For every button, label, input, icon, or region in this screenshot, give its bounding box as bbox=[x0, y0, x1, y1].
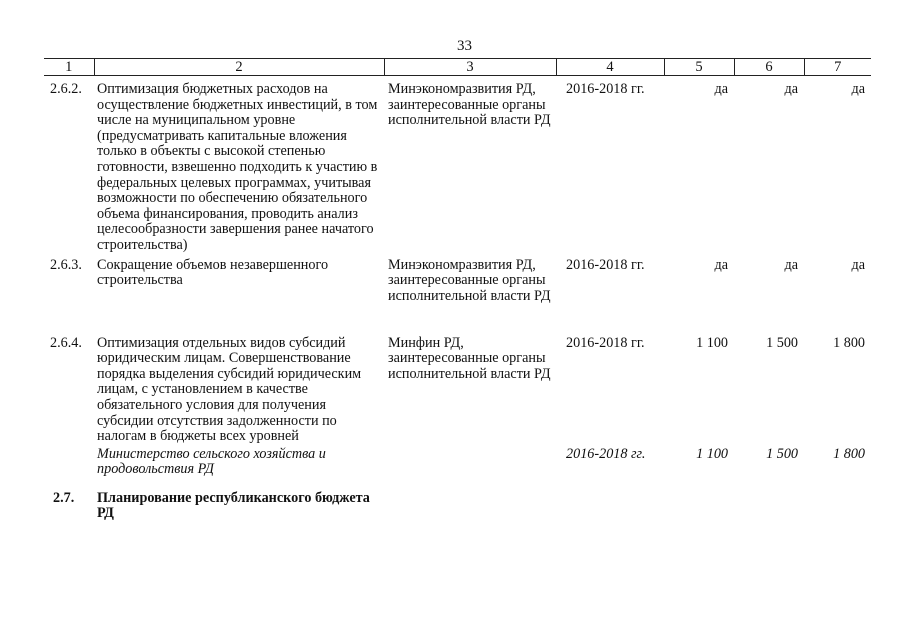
column-header-5: 5 bbox=[664, 59, 734, 76]
row-description: Оптимизация бюджетных расходов на осуществление бюджетных инвестиций, в том числе на муниципальном уровне (предусматривать капитальные вложения только в объекты с высокой степенью готовности, взвешенно подходить к участию в федеральных целевых программах, учитывая возможности по обеспечению обязательного объема финансирования, проводить анализ целесообразности завершения ранее начатого строительства) bbox=[97, 81, 378, 253]
table-row bbox=[44, 254, 871, 332]
row-value-2017: 1 500 bbox=[766, 445, 798, 462]
row-period: 2016-2018 гг. bbox=[566, 256, 645, 273]
row-period: 2016-2018 гг. bbox=[566, 81, 645, 97]
row-value-2016: да bbox=[714, 256, 728, 273]
row-value-2018: да bbox=[851, 256, 865, 273]
page-number: 33 bbox=[457, 38, 472, 54]
empty-cell bbox=[734, 478, 804, 522]
row-code bbox=[44, 445, 94, 478]
table-body bbox=[44, 76, 871, 523]
measures-table bbox=[44, 58, 871, 522]
table-row-subitem bbox=[44, 445, 871, 478]
table-header bbox=[44, 59, 871, 76]
row-period: 2016-2018 гг. bbox=[566, 445, 646, 462]
row-value-2016: 1 100 bbox=[696, 334, 728, 351]
row-value-2018: 1 800 bbox=[833, 334, 865, 351]
row-value-2018: 1 800 bbox=[833, 445, 865, 462]
row-value-2016: да bbox=[714, 81, 728, 97]
row-executor: Минэкономразвития РД, заинтересованные органы исполнительной власти РД bbox=[388, 81, 551, 129]
section-code: 2.7. bbox=[53, 489, 75, 506]
row-value-2017: 1 500 bbox=[766, 334, 798, 351]
table-row bbox=[44, 76, 871, 254]
row-executor bbox=[384, 445, 556, 478]
header-row bbox=[44, 59, 871, 76]
column-header-3: 3 bbox=[384, 59, 556, 76]
column-header-2: 2 bbox=[94, 59, 384, 76]
row-executor: Минэкономразвития РД, заинтересованные органы исполнительной власти РД bbox=[388, 256, 551, 304]
row-value-2018: да bbox=[851, 81, 865, 97]
empty-cell bbox=[556, 478, 664, 522]
empty-cell bbox=[804, 478, 871, 522]
row-value-2017: да bbox=[784, 81, 798, 97]
row-value-2017: да bbox=[784, 256, 798, 273]
row-executor: Минфин РД, заинтересованные органы исполнительной власти РД bbox=[388, 334, 551, 382]
column-header-4: 4 bbox=[556, 59, 664, 76]
section-title: Планирование республиканского бюджета РД bbox=[97, 489, 370, 522]
column-header-7: 7 bbox=[804, 59, 871, 76]
row-description: Оптимизация отдельных видов субсидий юридическим лицам. Совершенствование порядка выделения субсидий юридическим лицам, с установлением в качестве обязательного условия для получения субсидии отсутствия задолженности по налогам в бюджеты всех уровней bbox=[97, 334, 362, 445]
row-code: 2.6.3. bbox=[50, 256, 82, 273]
row-code: 2.6.2. bbox=[50, 81, 82, 97]
empty-cell bbox=[664, 478, 734, 522]
row-period: 2016-2018 гг. bbox=[566, 334, 645, 351]
column-header-1: 1 bbox=[44, 59, 94, 76]
empty-cell bbox=[384, 478, 556, 522]
column-header-6: 6 bbox=[734, 59, 804, 76]
row-description: Министерство сельского хозяйства и продовольствия РД bbox=[97, 445, 326, 478]
row-code: 2.6.4. bbox=[50, 334, 82, 351]
table-row-section bbox=[44, 478, 871, 522]
table-row bbox=[44, 332, 871, 445]
row-value-2016: 1 100 bbox=[696, 445, 728, 462]
row-description: Сокращение объемов незавершенного строительства bbox=[97, 256, 329, 289]
